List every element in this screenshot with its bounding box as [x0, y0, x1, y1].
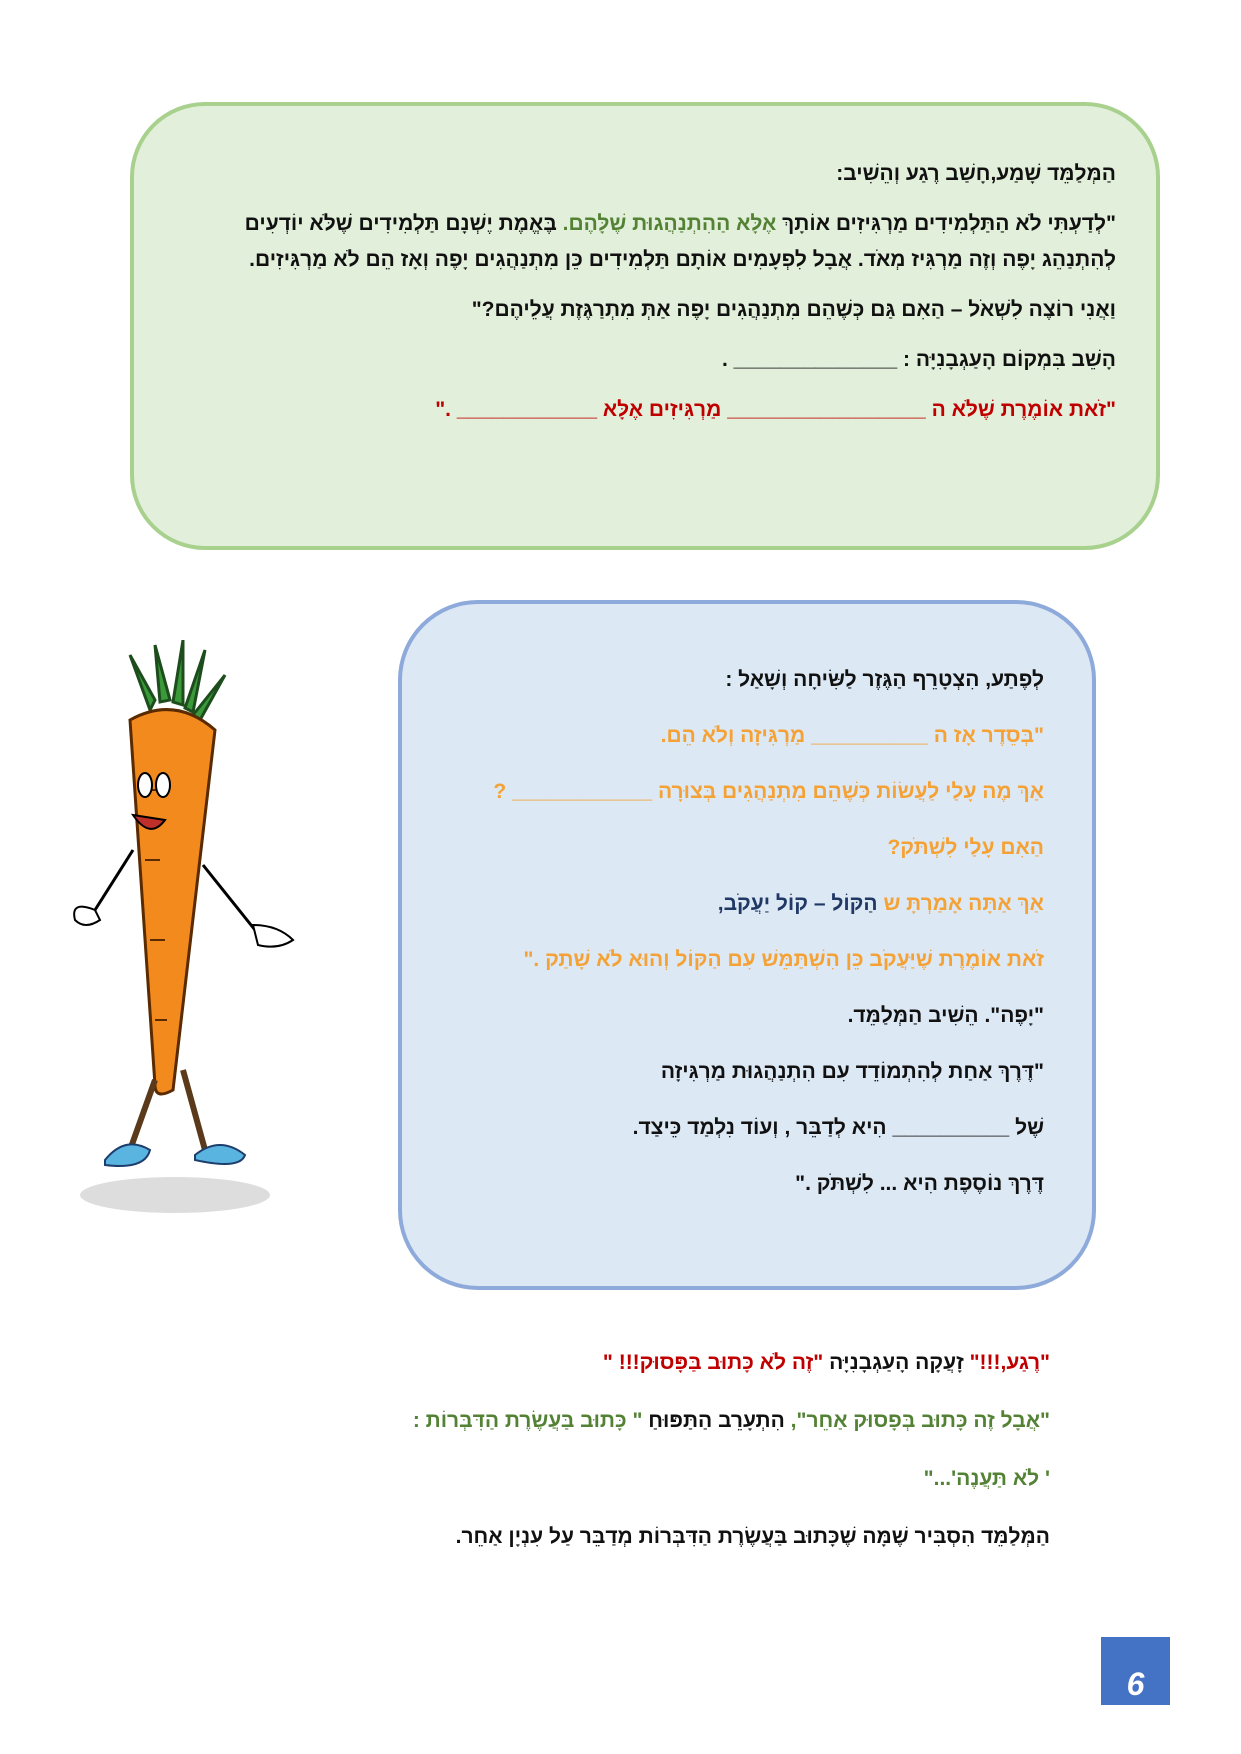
- carrot-line-2: אַךְ מֶה עָלַי לַעֲשׂוֹת כְּשֶׁהֵם מִתְנַהֲגִים בְּצוּרָה ____________ ?: [493, 780, 1044, 803]
- tomato-narration: זָעֲקָה הָעַגְבָנִיָּה: [823, 1351, 970, 1374]
- carrot-line-3: הַאִם עָלַי לִשְׁתֹּק?: [887, 836, 1044, 859]
- carrot-line-4: [442, 886, 1044, 922]
- tomato-line: [200, 1345, 1050, 1381]
- quote-text-cont: בֶּאֱמֶת יֶשְׁנָם תַּלְמִידִים שֶׁלֹּא יוֹדְעִים לְהִתְנַהֵג יָפֶה וְזֶה מַרְגִּיז מְאֹד. אֲבָל לִפְעָמִים אוֹתָם תַּלְמִידִים כֵּן מִתְנַהֲגִים יָפֶה וְאָז הֵם לֹא מַרְגִּיזִים.: [244, 212, 1116, 271]
- page-number: 6: [1101, 1637, 1170, 1705]
- task-instruction: הָשֵׁב בִּמְקוֹם הָעַגְבָנִיָּה : ______________ .: [722, 348, 1116, 371]
- apple-line: [200, 1403, 1050, 1439]
- apple-verse: ' לֹא תַּעֲנֶה'...": [923, 1467, 1050, 1490]
- carrot-line-5: זֹאת אוֹמֶרֶת שֶׁיַּעֲקֹב כֵּן הִשְׁתַּמֵּשׁ עִם הַקּוֹל וְהוּא לֹא שָׁתַק .": [523, 948, 1044, 971]
- quote-highlight: אֶלָּא הַהִתְנַהֲגוּת שֶׁלָּהֶם.: [562, 212, 777, 235]
- green-intro: הַמְּלַמֵּד שָׁמַע,חָשַׁב רֶגַע וְהֵשִׁיב:: [836, 162, 1116, 185]
- apple-quote-2: " כָּתוּב בַּעֲשֶׂרֶת הַדִּבְּרוֹת :: [412, 1409, 643, 1432]
- teacher-line-1: "יָפֶה". הֵשִׁיב הַמְּלַמֵּד.: [847, 1004, 1044, 1027]
- tomato-quote: "זֶה לֹא כָּתוּב בַּפָּסוּק!!! ": [602, 1351, 824, 1374]
- teacher-line-4: דֶּרֶךְ נוֹסֶפֶת הִיא ... לִשְׁתֹּק .": [795, 1172, 1044, 1195]
- teacher-line-2: "דֶּרֶךְ אַחַת לְהִתְמוֹדֵד עִם הִתְנַהֲגוּת מַרְגִּיזָה: [660, 1060, 1044, 1083]
- carrot-line-4-text: אַךְ אַתָּה אָמַרְתָּ ש: [877, 892, 1044, 915]
- bottom-dialogue: [200, 1345, 1050, 1577]
- teacher-answer-box: [130, 102, 1160, 550]
- carrot-dialogue-box: [398, 600, 1096, 1290]
- carrot-line-1: "בְּסֵדֶר אָז ה __________ מַרְגִּיזָה וְלֹא הֵם.: [660, 724, 1044, 747]
- teacher-question: וַאֲנִי רוֹצֶה לִשְׁאֹל – הַאִם גַּם כְּשֶׁהֵם מִתְנַהֲגִים יָפֶה אַתְּ מִתְרַגֶּזֶת עֲלֵיהֶם?": [471, 298, 1116, 321]
- fill-in-line: "זֹאת אוֹמֶרֶת שֶׁלֹּא ה _________________ מַרְגִּיזִים אֶלָּא ____________ .": [435, 398, 1116, 421]
- teacher-quote: [174, 206, 1116, 278]
- blue-intro: לְפֶתַע, הִצְטָרֵף הַגֶּזֶר לַשִּׂיחָה וְשָׁאַל :: [725, 668, 1044, 691]
- quote-text: "לְדַעְתִּי לֹא הַתַּלְמִידִים מַרְגִּיזִים אוֹתָךְ: [776, 212, 1116, 235]
- tomato-exclaim: "רֶגַע,!!!": [969, 1351, 1050, 1374]
- apple-narration: הִתְעָרֵב הַתַּפּוּחַ: [642, 1409, 791, 1432]
- teacher-explanation: הַמְּלַמֵּד הִסְבִּיר שֶׁמָּה שֶׁכָּתוּב בַּעֲשֶׂרֶת הַדִּבְּרוֹת מְדַבֵּר עַל עִנְיָן אַחֵר.: [455, 1525, 1050, 1548]
- teacher-line-3: שֶׁל __________ הִיא לְדַבֵּר , וְעוֹד נִלְמַד כֵּיצַד.: [632, 1116, 1044, 1139]
- carrot-character-illustration: [55, 640, 305, 1220]
- verse-quote: הַקּוֹל – קוֹל יַעֲקֹב,: [717, 892, 878, 915]
- apple-quote-1: "אֲבָל זֶה כָּתוּב בְּפָסוּק אַחֵר",: [790, 1409, 1050, 1432]
